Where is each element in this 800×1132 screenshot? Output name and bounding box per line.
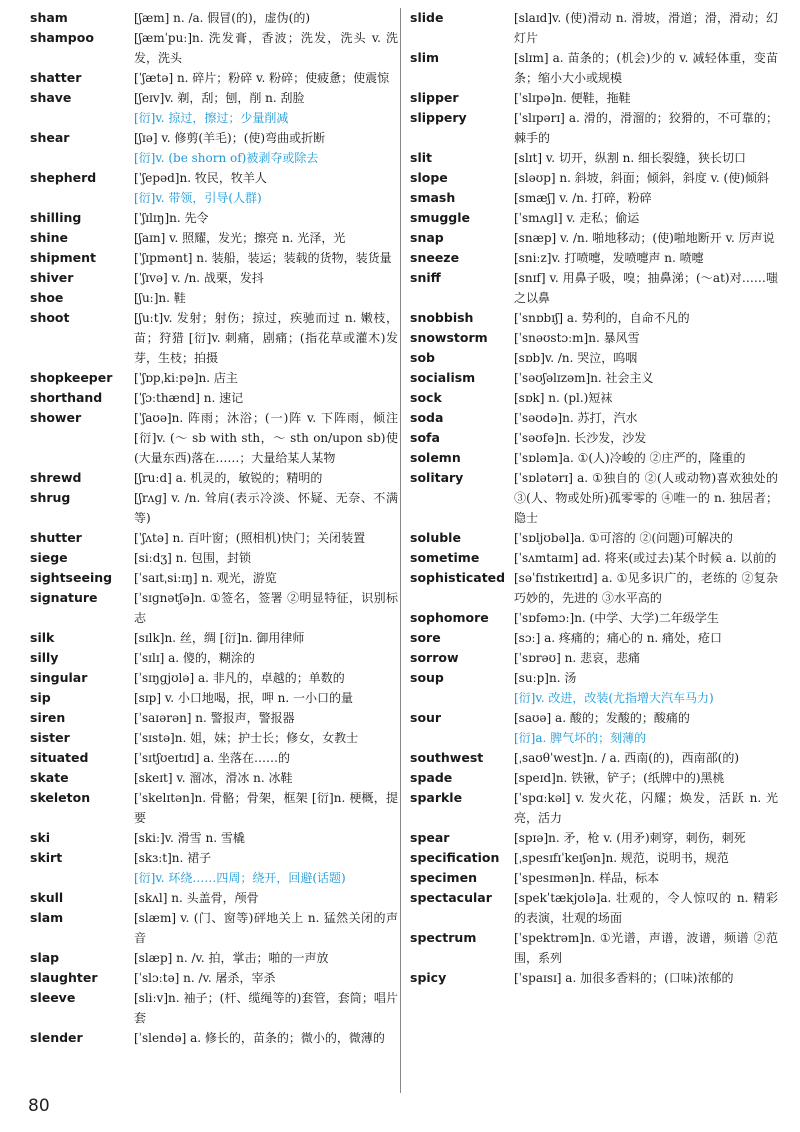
definition: [ʃruːd] a. 机灵的，敏锐的；精明的 — [134, 471, 323, 485]
definition: [ʃaɪn] v. 照耀，发光；擦亮 n. 光泽，光 — [134, 231, 346, 245]
definition: [snɪf] v. 用鼻子吸，嗅；抽鼻涕；(～at)对……嗤之以鼻 — [514, 271, 778, 305]
headword: spectrum — [410, 930, 477, 945]
dictionary-entry — [28, 228, 398, 248]
dictionary-entry — [408, 88, 778, 108]
definition: [ˈʃɔːthænd] n. 速记 — [134, 391, 244, 405]
headword: sock — [410, 390, 442, 405]
headword: shampoo — [30, 30, 94, 45]
dictionary-entry — [28, 828, 398, 848]
derived-meaning: [衍]a. 脾气坏的；刻薄的 — [514, 731, 647, 745]
definition: [ʃæm] n. /a. 假冒(的)，虚伪(的) — [134, 11, 311, 25]
definition: [ʃæmˈpuː]n. 洗发膏，香波；洗发，洗头 v. 洗发，洗头 — [134, 31, 398, 65]
definition: [ˈsəʊfə]n. 长沙发，沙发 — [514, 431, 647, 445]
headword: shutter — [30, 530, 82, 545]
headword: skate — [30, 770, 69, 785]
definition: [sɪlk]n. 丝，绸 [衍]n. 御用律师 — [134, 631, 305, 645]
dictionary-entry — [28, 968, 398, 988]
headword: shrug — [30, 490, 71, 505]
dictionary-entry — [408, 928, 778, 968]
left-column — [28, 8, 398, 1093]
headword: skull — [30, 890, 64, 905]
definition: [spɪə]n. 矛，枪 v. (用矛)刺穿，刺伤，刺死 — [514, 831, 746, 845]
definition: [suːp]n. 汤 — [514, 671, 577, 685]
dictionary-entry — [28, 948, 398, 968]
definition: [ʃɪə] v. 修剪(羊毛)；(使)弯曲或折断 — [134, 131, 326, 145]
definition: [slæp] n. /v. 拍，掌击；啪的一声放 — [134, 951, 329, 965]
dictionary-entry — [408, 208, 778, 228]
headword: spade — [410, 770, 453, 785]
dictionary-entry — [28, 288, 398, 308]
dictionary-entry — [408, 148, 778, 168]
dictionary-entry — [408, 848, 778, 868]
headword: skeleton — [30, 790, 91, 805]
dictionary-entry — [408, 708, 778, 728]
dictionary-entry — [408, 48, 778, 88]
dictionary-entry — [28, 768, 398, 788]
headword: snap — [410, 230, 444, 245]
dictionary-entry — [408, 368, 778, 388]
headword: solemn — [410, 450, 461, 465]
definition: [ˈʃaʊə]n. 阵雨；沐浴；(一)阵 v. 下阵雨，倾注 [衍]v. (～ sb with sth，～ sth on/upon sb)使(大量东西)落在……；大量给某人某物 — [134, 411, 398, 465]
headword: slope — [410, 170, 448, 185]
dictionary-entry — [28, 68, 398, 88]
headword: shrewd — [30, 470, 82, 485]
dictionary-entry — [408, 168, 778, 188]
headword: singular — [30, 670, 88, 685]
dictionary-entry — [28, 648, 398, 668]
dictionary-entry — [28, 988, 398, 1028]
definition: [skʌl] n. 头盖骨，颅骨 — [134, 891, 259, 905]
definition: [ˈsɪŋɡjʊlə] a. 非凡的，卓越的；单数的 — [134, 671, 345, 685]
definition: [ˈʃɪvə] v. /n. 战栗，发抖 — [134, 271, 264, 285]
dictionary-entry — [28, 8, 398, 28]
dictionary-entry — [28, 688, 398, 708]
headword: sneeze — [410, 250, 460, 265]
definition: [slæm] v. (门、窗等)砰地关上 n. 猛然关闭的声音 — [134, 911, 398, 945]
headword: situated — [30, 750, 89, 765]
definition: [ʃrʌɡ] v. /n. 耸肩(表示冷淡、怀疑、无奈、不满等) — [134, 491, 398, 525]
definition: [ˈsɒljʊbəl]a. ①可溶的 ②(问题)可解决的 — [514, 531, 733, 545]
dictionary-entry — [28, 528, 398, 548]
dictionary-entry — [408, 888, 778, 928]
dictionary-entry — [408, 8, 778, 48]
dictionary-entry — [408, 388, 778, 408]
dictionary-entry — [408, 268, 778, 308]
headword: shear — [30, 130, 70, 145]
dictionary-entry — [28, 128, 398, 148]
headword: sleeve — [30, 990, 76, 1005]
derived-meaning: [衍]v. 带领，引导(人群) — [134, 191, 262, 205]
dictionary-entry — [408, 428, 778, 448]
dictionary-entry — [408, 768, 778, 788]
headword: smuggle — [410, 210, 471, 225]
headword: sophisticated — [410, 570, 506, 585]
definition: [ˈsnɒbɪʃ] a. 势利的，自命不凡的 — [514, 311, 690, 325]
derived-meaning: [衍]v. 掠过，擦过；少量削减 — [134, 111, 289, 125]
headword: sip — [30, 690, 51, 705]
definition: [səˈfɪstɪkeɪtɪd] a. ①见多识广的，老练的 ②复杂巧妙的，先进的 ③水平高的 — [514, 571, 778, 605]
headword: shine — [30, 230, 69, 245]
headword: slap — [30, 950, 60, 965]
dictionary-entry — [28, 788, 398, 828]
definition: [ˈsaɪtˌsiːɪŋ] n. 观光，游览 — [134, 571, 277, 585]
definition: [slɪm] a. 苗条的；(机会)少的 v. 减轻体重，变苗条；缩小大小或规模 — [514, 51, 778, 85]
dictionary-entry — [408, 568, 778, 608]
definition: [sɪp] v. 小口地喝，抿，呷 n. 一小口的量 — [134, 691, 354, 705]
headword: sniff — [410, 270, 441, 285]
headword: slippery — [410, 110, 467, 125]
definition: [ˌsaʊθˈwest]n. / a. 西南(的)，西南部(的) — [514, 751, 740, 765]
headword: slim — [410, 50, 440, 65]
definition: [skɜːt]n. 裙子 — [134, 851, 212, 865]
dictionary-entry — [28, 248, 398, 268]
definition: [ʃuː]n. 鞋 — [134, 291, 186, 305]
dictionary-entry — [408, 108, 778, 148]
definition: [ˈsɒfəmɔː]n. (中学、大学)二年级学生 — [514, 611, 719, 625]
headword: spectacular — [410, 890, 492, 905]
definition: [ˈslɪpə]n. 便鞋，拖鞋 — [514, 91, 631, 105]
definition: [ˈsɒləm]a. ①(人)冷峻的 ②庄严的，隆重的 — [514, 451, 746, 465]
dictionary-entry — [408, 548, 778, 568]
definition: [ˈslɪpərɪ] a. 滑的，滑溜的；狡猾的，不可靠的；棘手的 — [514, 111, 778, 145]
headword: silk — [30, 630, 55, 645]
headword: slender — [30, 1030, 83, 1045]
dictionary-entry — [28, 1028, 398, 1048]
definition: [spekˈtækjʊlə]a. 壮观的，令人惊叹的 n. 精彩的表演，壮观的场面 — [514, 891, 778, 925]
headword: signature — [30, 590, 98, 605]
definition: [slaɪd]v. (使)滑动 n. 滑坡，滑道；滑，滑动；幻灯片 — [514, 11, 778, 45]
dictionary-entry — [408, 408, 778, 428]
definition: [sniːz]v. 打喷嚏，发喷嚏声 n. 喷嚏 — [514, 251, 704, 265]
dictionary-entry — [28, 88, 398, 108]
definition: [ˈʃʌtə] n. 百叶窗；(照相机)快门；关闭装置 — [134, 531, 366, 545]
dictionary-entry — [408, 308, 778, 328]
definition: [ˈʃɪpmənt] n. 装船，装运；装载的货物，装货量 — [134, 251, 392, 265]
headword: soda — [410, 410, 444, 425]
definition: [ˈspaɪsɪ] a. 加很多香料的；(口味)浓郁的 — [514, 971, 734, 985]
headword: sometime — [410, 550, 480, 565]
headword: sofa — [410, 430, 440, 445]
definition: [ˈʃɒpˌkiːpə]n. 店主 — [134, 371, 238, 385]
definition: [ˈspesɪmən]n. 样品，标本 — [514, 871, 660, 885]
headword: siege — [30, 550, 68, 565]
headword: sob — [410, 350, 435, 365]
dictionary-entry — [28, 668, 398, 688]
definition: [ˈsmʌɡl] v. 走私；偷运 — [514, 211, 640, 225]
headword: slide — [410, 10, 444, 25]
headword: socialism — [410, 370, 476, 385]
definition: [ˈspektrəm]n. ①光谱，声谱，波谱，频谱 ②范围，系列 — [514, 931, 778, 965]
headword: shatter — [30, 70, 82, 85]
dictionary-entry — [408, 748, 778, 768]
page-number: 80 — [28, 1096, 50, 1116]
headword: slipper — [410, 90, 459, 105]
headword: shoe — [30, 290, 64, 305]
headword: slaughter — [30, 970, 98, 985]
dictionary-entry — [28, 708, 398, 728]
dictionary-entry — [28, 468, 398, 488]
definition: [sɒk] n. (pl.)短袜 — [514, 391, 613, 405]
headword: smash — [410, 190, 456, 205]
dictionary-entry — [408, 348, 778, 368]
headword: shilling — [30, 210, 82, 225]
definition: [ˈsəʊdə]n. 苏打，汽水 — [514, 411, 638, 425]
dictionary-entry — [408, 788, 778, 828]
dictionary-entry — [408, 668, 778, 688]
definition: [saʊə] a. 酸的；发酸的；酸痛的 — [514, 711, 690, 725]
dictionary-entry — [408, 448, 778, 468]
dictionary-entry — [408, 248, 778, 268]
derived-meaning: [衍]v. 环绕……四周；绕开，回避(话题) — [134, 871, 346, 885]
headword: shepherd — [30, 170, 97, 185]
headword: ski — [30, 830, 51, 845]
definition: [skiː]v. 滑雪 n. 雪橇 — [134, 831, 245, 845]
definition: [ˌspesɪfɪˈkeɪʃən]n. 规范，说明书，规范 — [514, 851, 729, 865]
dictionary-entry — [408, 468, 778, 528]
definition: [skeɪt] v. 溜冰，滑冰 n. 冰鞋 — [134, 771, 293, 785]
headword: sorrow — [410, 650, 459, 665]
headword: siren — [30, 710, 66, 725]
definition: [ˈslendə] a. 修长的，苗条的；微小的，微薄的 — [134, 1031, 385, 1045]
dictionary-entry — [28, 888, 398, 908]
dictionary-entry — [28, 748, 398, 768]
dictionary-entry — [28, 728, 398, 748]
dictionary-entry — [28, 308, 398, 368]
dictionary-entry — [28, 28, 398, 68]
definition: [snæp] v. /n. 啪地移动；(使)啪地断开 v. 厉声说 — [514, 231, 775, 245]
headword: soup — [410, 670, 444, 685]
dictionary-entry — [28, 848, 398, 868]
dictionary-entry — [408, 868, 778, 888]
dictionary-entry — [408, 328, 778, 348]
dictionary-entry — [408, 528, 778, 548]
dictionary-entry — [28, 388, 398, 408]
dictionary-entry — [28, 488, 398, 528]
headword: spicy — [410, 970, 447, 985]
definition: [sliːv]n. 袖子；(杆、缆绳等的)套管，套筒；唱片套 — [134, 991, 398, 1025]
headword: sham — [30, 10, 68, 25]
definition: [ˈsɪtʃʊeɪtɪd] a. 坐落在……的 — [134, 751, 291, 765]
definition: [ˈsəʊʃəlɪzəm]n. 社会主义 — [514, 371, 654, 385]
derived-meaning: [衍]v. 改进，改装(尤指增大汽车马力) — [514, 691, 714, 705]
dictionary-page — [28, 8, 776, 1093]
definition: [ˈsɪɡnətʃə]n. ①签名，签署 ②明显特征，识别标志 — [134, 591, 398, 625]
dictionary-entry — [408, 228, 778, 248]
dictionary-entry — [28, 628, 398, 648]
definition: [ˈsɪstə]n. 姐，妹；护士长；修女，女教士 — [134, 731, 359, 745]
dictionary-entry — [408, 188, 778, 208]
definition: [ˈsnəʊstɔːm]n. 暴风雪 — [514, 331, 640, 345]
column-divider — [400, 8, 401, 1093]
dictionary-entry — [28, 548, 398, 568]
definition: [ˈʃɪlɪŋ]n. 先令 — [134, 211, 209, 225]
right-column — [408, 8, 778, 1093]
definition: [ˈslɔːtə] n. /v. 屠杀，宰杀 — [134, 971, 276, 985]
definition: [ˈspɑːkəl] v. 发火花，闪耀；焕发，活跃 n. 光亮，活力 — [514, 791, 778, 825]
definition: [sɔː] a. 疼痛的；痛心的 n. 痛处，疮口 — [514, 631, 723, 645]
headword: specimen — [410, 870, 477, 885]
definition: [ˈsɒlətərɪ] a. ①独自的 ②(人或动物)喜欢独处的 ③(人、物或处所)孤零零的 ④唯一的 n. 独居者；隐士 — [514, 471, 778, 525]
headword: sightseeing — [30, 570, 113, 585]
headword: silly — [30, 650, 59, 665]
headword: sore — [410, 630, 441, 645]
dictionary-entry — [28, 588, 398, 628]
definition: [sləʊp] n. 斜坡，斜面；倾斜，斜度 v. (使)倾斜 — [514, 171, 769, 185]
definition: [ˈsɪlɪ] a. 傻的，糊涂的 — [134, 651, 255, 665]
headword: specification — [410, 850, 500, 865]
headword: snowstorm — [410, 330, 488, 345]
dictionary-entry — [28, 208, 398, 228]
derived-meaning: [衍]v. (be shorn of)被剥夺或除去 — [134, 151, 319, 165]
definition: [ˈsɒrəʊ] n. 悲哀，悲痛 — [514, 651, 640, 665]
headword: shoot — [30, 310, 70, 325]
headword: sour — [410, 710, 442, 725]
headword: sparkle — [410, 790, 463, 805]
dictionary-entry — [28, 568, 398, 588]
dictionary-entry — [408, 648, 778, 668]
headword: skirt — [30, 850, 63, 865]
definition: [ˈskelɪtən]n. 骨骼；骨架，框架 [衍]n. 梗概，提要 — [134, 791, 398, 825]
definition: [slɪt] v. 切开，纵割 n. 细长裂缝，狭长切口 — [514, 151, 746, 165]
definition: [siːdʒ] n. 包围，封锁 — [134, 551, 252, 565]
definition: [smæʃ] v. /n. 打碎，粉碎 — [514, 191, 652, 205]
dictionary-entry — [28, 168, 398, 188]
headword: shipment — [30, 250, 96, 265]
definition: [ʃeɪv]v. 剃，刮；刨，削 n. 刮脸 — [134, 91, 305, 105]
dictionary-entry — [28, 368, 398, 388]
headword: slam — [30, 910, 64, 925]
dictionary-entry — [28, 908, 398, 948]
headword: shorthand — [30, 390, 103, 405]
definition: [ˈsaɪərən] n. 警报声，警报器 — [134, 711, 295, 725]
headword: sister — [30, 730, 70, 745]
dictionary-entry — [408, 968, 778, 988]
headword: shower — [30, 410, 82, 425]
headword: sophomore — [410, 610, 489, 625]
dictionary-entry — [28, 268, 398, 288]
headword: spear — [410, 830, 450, 845]
headword: shave — [30, 90, 72, 105]
headword: slit — [410, 150, 432, 165]
dictionary-entry — [408, 628, 778, 648]
headword: solitary — [410, 470, 464, 485]
headword: shopkeeper — [30, 370, 113, 385]
definition: [ˈsʌmtaɪm] ad. 将来(或过去)某个时候 a. 以前的 — [514, 551, 777, 565]
headword: shiver — [30, 270, 74, 285]
definition: [ʃuːt]v. 发射；射伤；掠过，疾驰而过 n. 嫩枝，苗；狩猎 [衍]v. 刺痛，剧痛；(指花草或灌木)发芽，生枝；拍摄 — [134, 311, 398, 365]
definition: [ˈʃætə] n. 碎片；粉碎 v. 粉碎；使疲惫；使震惊 — [134, 71, 390, 85]
definition: [speɪd]n. 铁锹，铲子；(纸牌中的)黑桃 — [514, 771, 725, 785]
dictionary-entry — [28, 408, 398, 468]
headword: snobbish — [410, 310, 474, 325]
definition: [ˈʃepəd]n. 牧民，牧羊人 — [134, 171, 267, 185]
dictionary-entry — [408, 828, 778, 848]
headword: southwest — [410, 750, 484, 765]
dictionary-entry — [408, 608, 778, 628]
definition: [sɒb]v. /n. 哭泣，呜咽 — [514, 351, 638, 365]
headword: soluble — [410, 530, 461, 545]
